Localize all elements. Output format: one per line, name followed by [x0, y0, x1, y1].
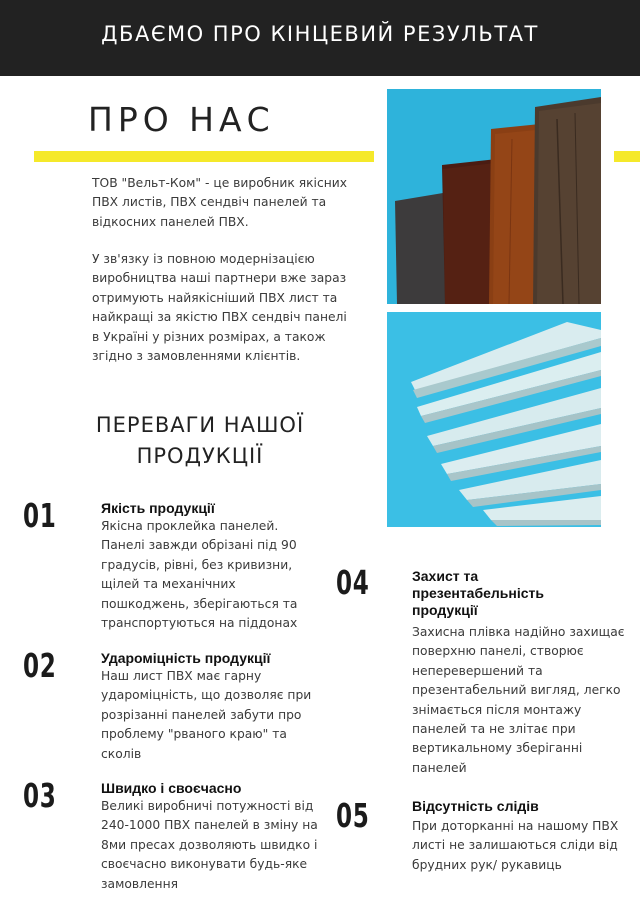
advantages-title-line-1: ПЕРЕВАГИ НАШОЇ [95, 413, 305, 437]
header-title: ДБАЄМО ПРО КІНЦЕВИЙ РЕЗУЛЬТАТ [101, 22, 539, 46]
advantage-text: Великі виробничі потужності від 240-1000 ПВХ панелей в зміну на 8ми пресах дозволяють швидко і своєчасно виконувати будь-яке замовлення [101, 799, 318, 891]
advantage-title: Швидко і своєчасно [101, 780, 242, 796]
advantage-title: Захист та презентабельність продукції [412, 568, 544, 618]
advantage-number: 03 [23, 776, 57, 815]
advantage-title: Удароміцність продукції [101, 650, 271, 666]
about-paragraph-1: ТОВ "Вельт-Ком" - це виробник якісних ПВХ листів, ПВХ сендвіч панелей та відкосних панелей ПВХ. [92, 176, 348, 229]
advantage-number: 04 [336, 563, 370, 602]
advantage-number: 01 [23, 496, 57, 535]
advantage-number: 05 [336, 796, 370, 835]
about-title: ПРО НАС [88, 100, 275, 139]
about-paragraph-2: У зв'язку із повною модернізацією виробництва наші партнери вже зараз отримують найякісніший ПВХ лист та найкращі за якістю ПВХ сендвіч панелі в Україні у різних розмірах, а також згідно з замовленнями клієнтів. [92, 252, 347, 364]
advantage-text: Наш лист ПВХ має гарну удароміцність, що дозволяє при розрізанні панелей забути про проблему "рваного краю" та сколів [101, 669, 312, 761]
pvc-sandwich-panels-photo [387, 312, 601, 527]
advantage-title: Якість продукції [101, 500, 215, 516]
header-bar [0, 0, 640, 76]
advantage-text: Якісна проклейка панелей. Панелі завжди обрізані під 90 градусів, рівні, без кривизни, щілей та механічних пошкоджень, зберігаються та транспортуються на піддонах [101, 519, 298, 631]
advantages-title [60, 410, 340, 472]
advantages-title-line-2: ПРОДУКЦІЇ [136, 444, 264, 468]
yellow-divider-left [34, 151, 374, 162]
pvc-wood-samples-photo [387, 89, 601, 304]
advantage-text: Захисна плівка надійно захищає поверхню панелі, створює неперевершений та презентабельний вигляд, легко знімається після монтажу панелей та не злітає при вертикальному зберіганні панелей [412, 625, 625, 775]
advantage-title: Відсутність слідів [412, 798, 539, 814]
advantage-number: 02 [23, 646, 57, 685]
yellow-divider-right [614, 151, 640, 162]
advantage-text: При доторканні на нашому ПВХ листі не залишаються сліди від брудних рук/ рукавиць [412, 819, 619, 872]
